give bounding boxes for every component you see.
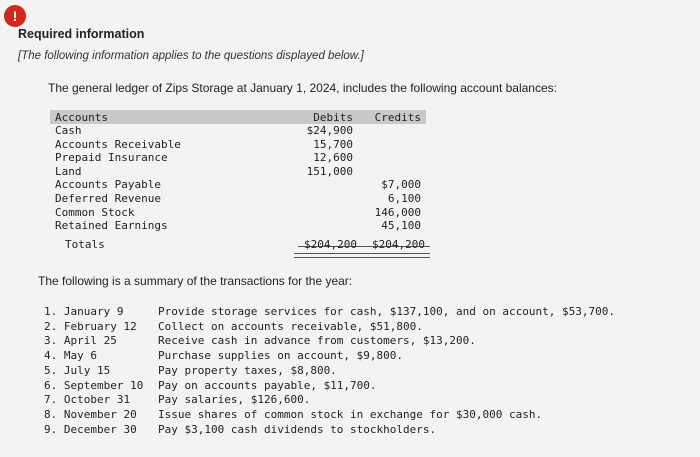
ledger-debit: 12,600 [313,151,353,165]
ledger-row [50,124,430,138]
transaction-date: 8. November 20 [44,407,137,421]
ledger-credit: $7,000 [381,178,421,192]
transaction-item [44,349,664,363]
ledger-account: Accounts Receivable [55,137,181,151]
transaction-description: Collect on accounts receivable, $51,800. [158,319,423,333]
totals-credit: $204,200 [372,238,425,251]
ledger-account: Retained Earnings [55,219,168,233]
transaction-date: 4. May 6 [44,349,97,363]
transaction-description: Receive cash in advance from customers, $13,200. [158,334,476,348]
ledger-account: Accounts Payable [55,178,161,192]
transaction-item [44,408,664,422]
transaction-item [44,393,664,407]
transaction-date: 6. September 10 [44,378,144,392]
transaction-description: Pay salaries, $126,600. [158,393,311,407]
totals-debit: $204,200 [304,238,357,251]
section-subtitle: [The following information applies to the questions displayed below.] [18,50,364,62]
transaction-date: 1. January 9 [44,305,124,318]
transaction-item [44,423,664,437]
ledger-debit: 151,000 [306,164,353,178]
transaction-date: 7. October 31 [44,393,131,407]
ledger-debit: $24,900 [306,124,353,137]
ledger-account: Prepaid Insurance [55,151,168,165]
summary-heading: The following is a summary of the transactions for the year: [38,274,353,288]
ledger-row [50,192,430,206]
transaction-description: Provide storage services for cash, $137,100, and on account, $53,700. [158,305,615,318]
transaction-item [44,364,664,378]
transaction-description: Pay property taxes, $8,800. [158,363,337,377]
ledger-row [50,206,430,220]
col-credits-header: Credits [374,111,421,124]
ledger-header-row [50,111,430,125]
col-accounts-header: Accounts [55,111,108,124]
transaction-item [44,320,664,334]
totals-label: Totals [65,238,105,251]
alert-icon: ! [4,5,26,27]
intro-text: The general ledger of Zips Storage at January 1, 2024, includes the following account balances: [48,81,557,95]
transaction-description: Pay $3,100 cash dividends to stockholders. [158,422,437,436]
ledger-account: Land [55,164,82,178]
ledger-credit: 45,100 [381,219,421,233]
ledger-row [50,219,430,233]
ledger-credit: 146,000 [374,205,421,219]
ledger-row [50,178,430,192]
transaction-description: Purchase supplies on account, $9,800. [158,349,404,363]
transaction-item [44,305,664,319]
ledger-account: Deferred Revenue [55,192,161,205]
ledger-row [50,165,430,179]
transaction-date: 3. April 25 [44,334,117,348]
transaction-item [44,379,664,393]
ledger-account: Common Stock [55,205,135,219]
transaction-item [44,334,664,348]
ledger-row [50,138,430,152]
ledger-debit: 15,700 [313,137,353,151]
section-title: Required information [18,27,145,41]
transaction-date: 2. February 12 [44,319,137,333]
col-debits-header: Debits [313,111,353,124]
ledger-credit: 6,100 [387,192,421,205]
totals-double-rule [294,253,430,258]
transaction-description: Issue shares of common stock in exchange for $30,000 cash. [158,407,543,421]
ledger-totals-row [50,238,430,252]
ledger-row [50,151,430,165]
transaction-description: Pay on accounts payable, $11,700. [158,378,377,392]
transaction-date: 5. July 15 [44,363,111,377]
transaction-date: 9. December 30 [44,422,137,436]
ledger-account: Cash [55,124,82,137]
